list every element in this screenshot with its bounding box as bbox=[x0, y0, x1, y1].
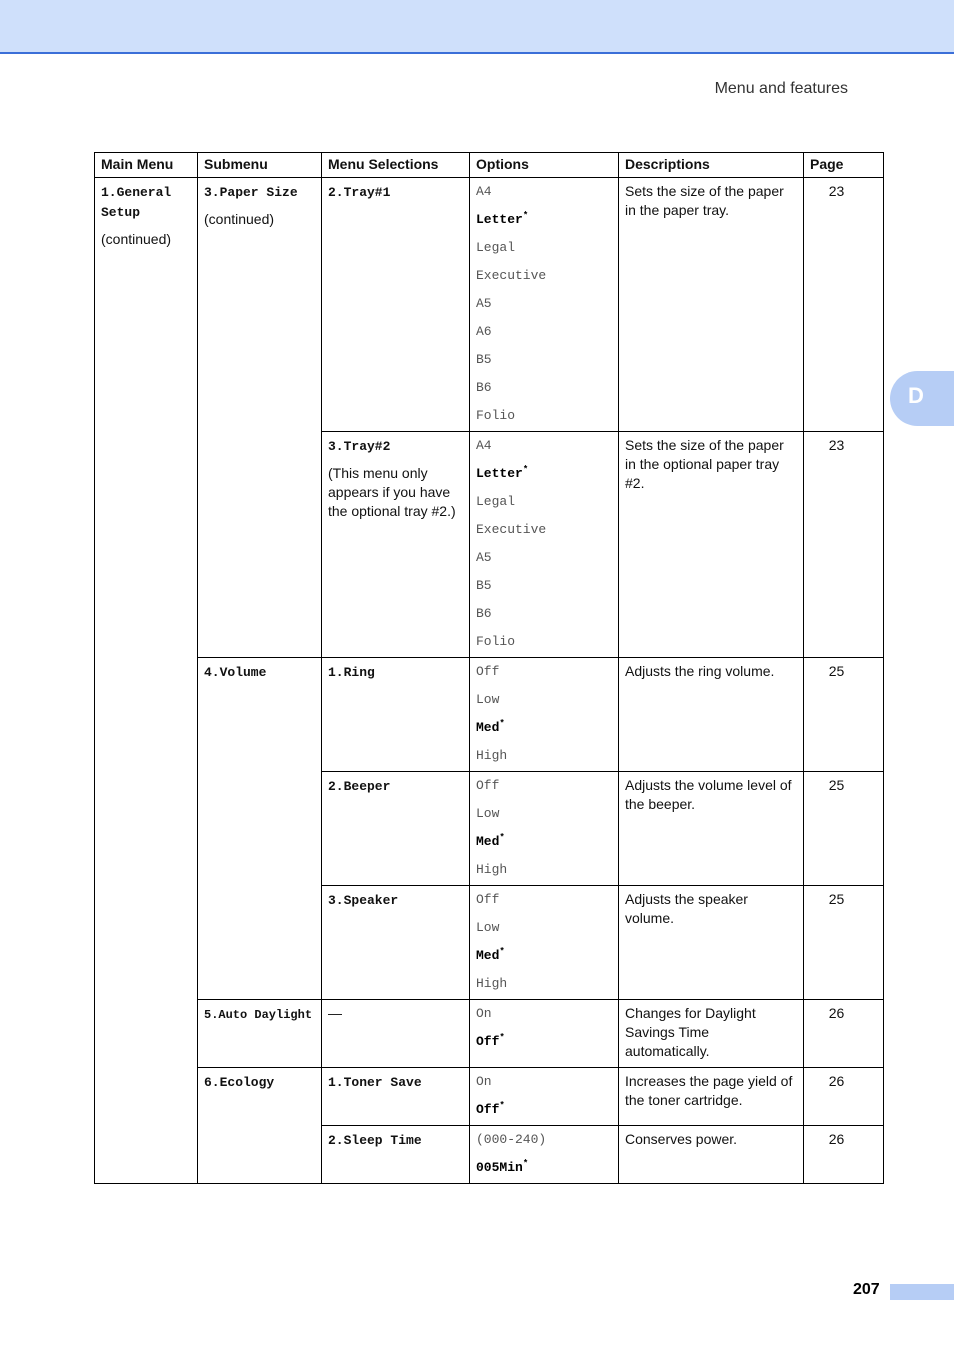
main-menu-cell bbox=[95, 178, 198, 1184]
description-cell: Adjusts the volume level of the beeper. bbox=[619, 772, 804, 886]
table-row bbox=[95, 658, 884, 772]
option-item: Low bbox=[476, 806, 500, 821]
table-row bbox=[95, 178, 884, 432]
option-item: B6 bbox=[476, 606, 492, 621]
page-cell: 25 bbox=[804, 772, 884, 886]
option-item: (000-240) bbox=[476, 1132, 547, 1147]
submenu-label: 3.Paper Size bbox=[204, 185, 298, 200]
description-cell: Changes for Daylight Savings Time automatically. bbox=[619, 1000, 804, 1068]
selection-label: 3.Speaker bbox=[328, 893, 399, 908]
options-cell bbox=[470, 1000, 619, 1068]
option-item-default: Med* bbox=[476, 832, 505, 849]
option-item: Folio bbox=[476, 408, 516, 423]
submenu-label: 5.Auto Daylight bbox=[204, 1008, 313, 1022]
selection-label: 1.Ring bbox=[328, 665, 375, 680]
page-cell: 26 bbox=[804, 1000, 884, 1068]
description-cell: Adjusts the ring volume. bbox=[619, 658, 804, 772]
page-cell: 26 bbox=[804, 1068, 884, 1126]
option-item: A6 bbox=[476, 324, 492, 339]
chapter-tab bbox=[890, 371, 954, 426]
submenu-cell bbox=[198, 178, 322, 658]
options-cell bbox=[470, 772, 619, 886]
option-item: A5 bbox=[476, 550, 492, 565]
selection-label: 3.Tray#2 bbox=[328, 439, 391, 454]
page-cell: 23 bbox=[804, 178, 884, 432]
option-item-default: Letter* bbox=[476, 464, 529, 481]
col-header-options: Options bbox=[470, 153, 619, 178]
options-cell bbox=[470, 886, 619, 1000]
table-row bbox=[95, 1068, 884, 1126]
header-band bbox=[0, 0, 954, 54]
option-item: Low bbox=[476, 692, 500, 707]
option-item: Low bbox=[476, 920, 500, 935]
description-cell: Increases the page yield of the toner cartridge. bbox=[619, 1068, 804, 1126]
selection-cell bbox=[322, 886, 470, 1000]
selection-label: 2.Beeper bbox=[328, 779, 391, 794]
option-item: B5 bbox=[476, 352, 492, 367]
footer-bar bbox=[890, 1284, 954, 1300]
option-item: On bbox=[476, 1074, 492, 1089]
options-cell bbox=[470, 658, 619, 772]
option-item: Off bbox=[476, 778, 500, 793]
col-header-menu-selections: Menu Selections bbox=[322, 153, 470, 178]
selection-label: 1.Toner Save bbox=[328, 1075, 422, 1090]
options-cell bbox=[470, 178, 619, 432]
option-item: A4 bbox=[476, 184, 492, 199]
option-item: High bbox=[476, 862, 508, 877]
selection-cell bbox=[322, 772, 470, 886]
page-cell: 23 bbox=[804, 432, 884, 658]
submenu-label: 4.Volume bbox=[204, 665, 267, 680]
main-menu-label: 1.General Setup bbox=[101, 185, 172, 220]
table-header-row bbox=[95, 153, 884, 178]
submenu-cell bbox=[198, 1000, 322, 1068]
option-item-default: Letter* bbox=[476, 210, 529, 227]
description-cell: Sets the size of the paper in the optional paper tray #2. bbox=[619, 432, 804, 658]
selection-cell bbox=[322, 1000, 470, 1068]
submenu-cell bbox=[198, 1068, 322, 1184]
selection-note: (This menu only appears if you have the optional tray #2.) bbox=[328, 465, 456, 519]
option-item-default: Med* bbox=[476, 718, 505, 735]
selection-cell bbox=[322, 432, 470, 658]
option-item-default: 005Min* bbox=[476, 1158, 529, 1175]
option-item: Executive bbox=[476, 522, 547, 537]
options-cell bbox=[470, 1068, 619, 1126]
option-item-default: Off* bbox=[476, 1100, 505, 1117]
option-item-default: Off* bbox=[476, 1032, 505, 1049]
chapter-tab-letter: D bbox=[908, 383, 924, 408]
col-header-descriptions: Descriptions bbox=[619, 153, 804, 178]
option-item: B5 bbox=[476, 578, 492, 593]
option-item: Legal bbox=[476, 240, 516, 255]
page-cell: 26 bbox=[804, 1126, 884, 1184]
selection-cell bbox=[322, 178, 470, 432]
main-menu-note: (continued) bbox=[101, 231, 172, 247]
submenu-label: 6.Ecology bbox=[204, 1075, 275, 1090]
option-item: Executive bbox=[476, 268, 547, 283]
selection-label: 2.Sleep Time bbox=[328, 1133, 422, 1148]
submenu-cell bbox=[198, 658, 322, 1000]
col-header-submenu: Submenu bbox=[198, 153, 322, 178]
page-cell: 25 bbox=[804, 658, 884, 772]
selection-cell bbox=[322, 1068, 470, 1126]
option-item: B6 bbox=[476, 380, 492, 395]
page-cell: 25 bbox=[804, 886, 884, 1000]
selection-cell bbox=[322, 658, 470, 772]
option-item: Folio bbox=[476, 634, 516, 649]
option-item: Off bbox=[476, 892, 500, 907]
table-row bbox=[95, 1000, 884, 1068]
col-header-page: Page bbox=[804, 153, 884, 178]
option-item: A4 bbox=[476, 438, 492, 453]
selection-label: — bbox=[328, 1005, 342, 1021]
submenu-note: (continued) bbox=[204, 211, 275, 227]
section-title: Menu and features bbox=[714, 80, 848, 97]
description-cell: Sets the size of the paper in the paper tray. bbox=[619, 178, 804, 432]
description-cell: Adjusts the speaker volume. bbox=[619, 886, 804, 1000]
option-item: Legal bbox=[476, 494, 516, 509]
option-item: A5 bbox=[476, 296, 492, 311]
options-cell bbox=[470, 432, 619, 658]
options-cell bbox=[470, 1126, 619, 1184]
description-cell: Conserves power. bbox=[619, 1126, 804, 1184]
option-item: High bbox=[476, 976, 508, 991]
selection-cell bbox=[322, 1126, 470, 1184]
option-item: On bbox=[476, 1006, 492, 1021]
option-item-default: Med* bbox=[476, 946, 505, 963]
col-header-main-menu: Main Menu bbox=[95, 153, 198, 178]
selection-label: 2.Tray#1 bbox=[328, 185, 391, 200]
page-number: 207 bbox=[853, 1281, 880, 1298]
option-item: Off bbox=[476, 664, 500, 679]
option-item: High bbox=[476, 748, 508, 763]
menu-table bbox=[94, 152, 884, 1184]
